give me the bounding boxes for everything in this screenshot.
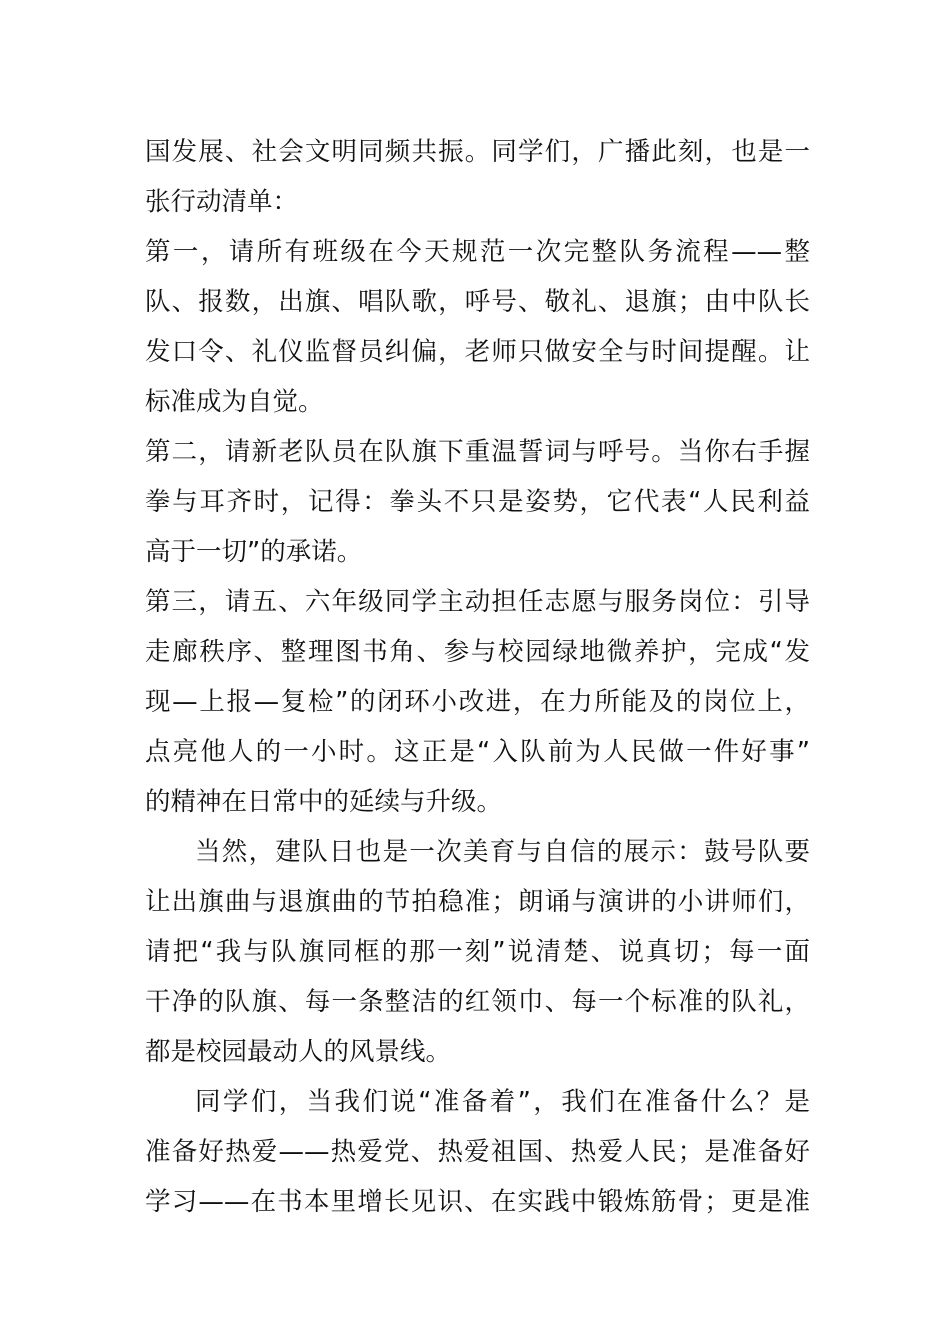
text-line: 同学们，当我们说“准备着”，我们在准备什么？是: [195, 1087, 810, 1117]
text-line: 点亮他人的一小时。这正是“入队前为人民做一件好事”: [145, 737, 810, 767]
text-line: 发口令、礼仪监督员纠偏，老师只做安全与时间提醒。让: [145, 337, 810, 367]
text-line: 第二，请新老队员在队旗下重温誓词与呼号。当你右手握: [145, 437, 810, 467]
text-line: 准备好热爱——热爱党、热爱祖国、热爱人民；是准备好: [145, 1137, 810, 1167]
text-line: 国发展、社会文明同频共振。同学们，广播此刻，也是一: [145, 137, 810, 167]
text-line: 第三，请五、六年级同学主动担任志愿与服务岗位：引导: [145, 587, 810, 617]
text-line: 拳与耳齐时，记得：拳头不只是姿势，它代表“人民利益: [145, 487, 810, 517]
text-line: 现—上报—复检”的闭环小改进，在力所能及的岗位上，: [145, 687, 810, 717]
text-line: 高于一切”的承诺。: [145, 537, 363, 567]
text-line: 的精神在日常中的延续与升级。: [145, 787, 503, 817]
text-line: 干净的队旗、每一条整洁的红领巾、每一个标准的队礼，: [145, 987, 810, 1017]
text-line: 学习——在书本里增长见识、在实践中锻炼筋骨；更是准: [145, 1187, 810, 1217]
text-line: 第一，请所有班级在今天规范一次完整队务流程——整: [145, 237, 810, 267]
text-line: 队、报数，出旗、唱队歌，呼号、敬礼、退旗；由中队长: [145, 287, 810, 317]
text-line: 都是校园最动人的风景线。: [145, 1037, 452, 1067]
body-text: [145, 127, 810, 1227]
text-line: 请把“我与队旗同框的那一刻”说清楚、说真切；每一面: [145, 937, 810, 967]
text-line: 走廊秩序、整理图书角、参与校园绿地微养护，完成“发: [145, 637, 810, 667]
text-line: 当然，建队日也是一次美育与自信的展示：鼓号队要: [195, 837, 810, 867]
text-line: 张行动清单：: [145, 187, 299, 217]
text-line: 标准成为自觉。: [145, 387, 324, 417]
text-line: 让出旗曲与退旗曲的节拍稳准；朗诵与演讲的小讲师们，: [145, 887, 810, 917]
